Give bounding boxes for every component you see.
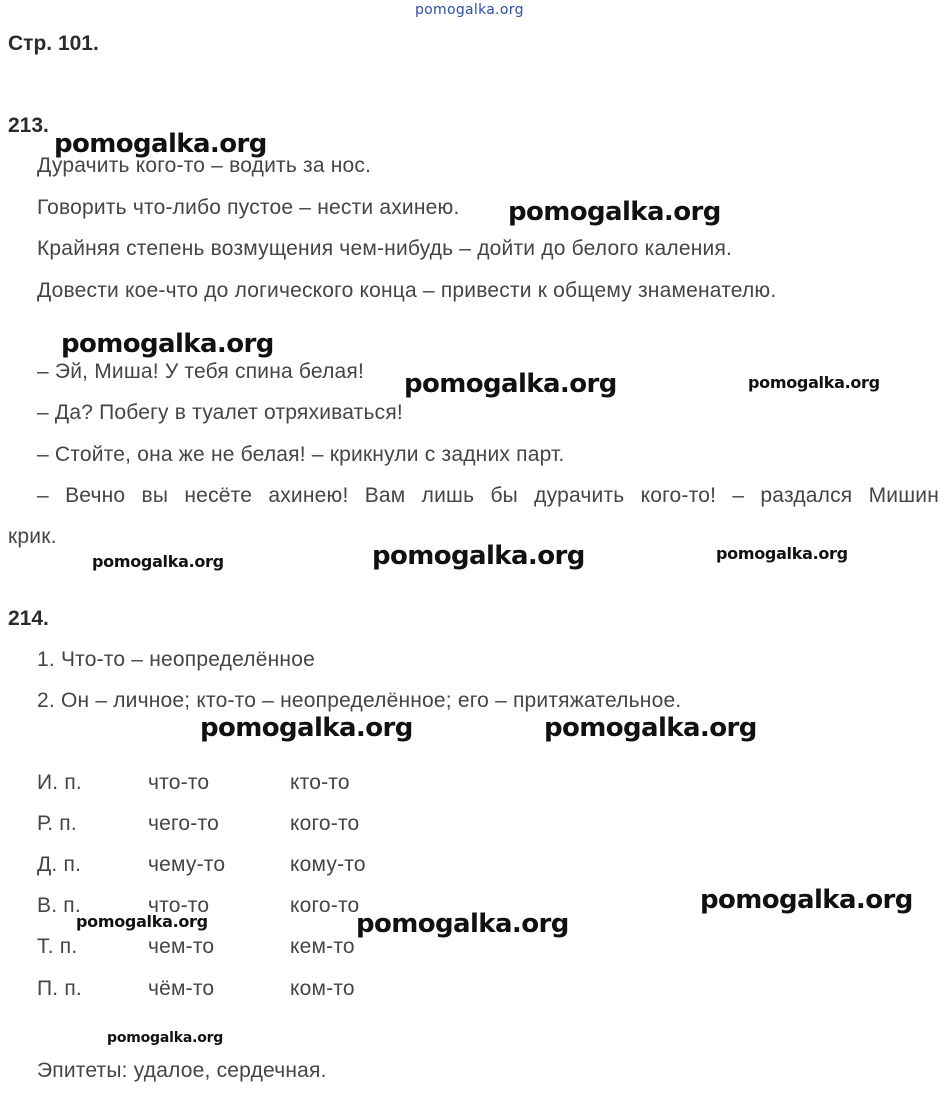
- exercise-213-number: 213.: [8, 114, 49, 137]
- watermark: pomogalka.org: [92, 552, 224, 571]
- dialogue-line: крик.: [8, 525, 57, 548]
- dialogue-line: – Вечно вы несёте ахинею! Вам лишь бы дурачить кого-то! – раздался Мишин: [37, 484, 939, 507]
- watermark: pomogalka.org: [372, 541, 585, 571]
- idiom-line: Говорить что-либо пустое – нести ахинею.: [37, 196, 460, 219]
- case-form-who: кому-то: [290, 853, 366, 876]
- watermark: pomogalka.org: [356, 909, 569, 939]
- case-form-what: чему-то: [148, 853, 226, 876]
- watermark: pomogalka.org: [200, 713, 413, 743]
- case-label: В. п.: [37, 894, 81, 917]
- dialogue-line: – Да? Побегу в туалет отряхиваться!: [37, 401, 403, 424]
- case-label: Д. п.: [37, 853, 82, 876]
- watermark: pomogalka.org: [716, 544, 848, 563]
- case-form-who: кто-то: [290, 771, 350, 794]
- watermark: pomogalka.org: [54, 129, 267, 159]
- case-label: Т. п.: [37, 935, 78, 958]
- epithets-line: Эпитеты: удалое, сердечная.: [37, 1059, 327, 1082]
- watermark: pomogalka.org: [508, 197, 721, 227]
- dialogue-line: – Эй, Миша! У тебя спина белая!: [37, 360, 365, 383]
- case-form-who: кого-то: [290, 894, 360, 917]
- dialogue-line: – Стойте, она же не белая! – крикнули с задних парт.: [37, 443, 565, 466]
- page-title: Стр. 101.: [8, 32, 99, 55]
- watermark: pomogalka.org: [748, 373, 880, 392]
- watermark: pomogalka.org: [76, 912, 208, 931]
- case-form-who: кого-то: [290, 812, 360, 835]
- case-label: Р. п.: [37, 812, 77, 835]
- watermark: pomogalka.org: [544, 713, 757, 743]
- watermark: pomogalka.org: [404, 369, 617, 399]
- case-form-who: ком-то: [290, 977, 355, 1000]
- case-form-who: кем-то: [290, 935, 355, 958]
- watermark: pomogalka.org: [107, 1030, 224, 1046]
- exercise-214-number: 214.: [8, 607, 49, 630]
- idiom-line: Довести кое-что до логического конца – привести к общему знаменателю.: [37, 279, 777, 302]
- case-form-what: что-то: [148, 771, 210, 794]
- watermark: pomogalka.org: [700, 885, 913, 915]
- answer-line: 2. Он – личное; кто-то – неопределённое; его – притяжательное.: [37, 689, 682, 712]
- case-form-what: чего-то: [148, 812, 219, 835]
- case-label: П. п.: [37, 977, 82, 1000]
- answer-line: 1. Что-то – неопределённое: [37, 648, 315, 671]
- site-header-link[interactable]: pomogalka.org: [415, 2, 524, 18]
- case-label: И. п.: [37, 771, 82, 794]
- idiom-line: Крайняя степень возмущения чем-нибудь – дойти до белого каления.: [37, 237, 733, 260]
- idiom-line: Дурачить кого-то – водить за нос.: [37, 154, 372, 177]
- watermark: pomogalka.org: [61, 329, 274, 359]
- case-form-what: что-то: [148, 894, 210, 917]
- case-form-what: чём-то: [148, 977, 215, 1000]
- case-form-what: чем-то: [148, 935, 215, 958]
